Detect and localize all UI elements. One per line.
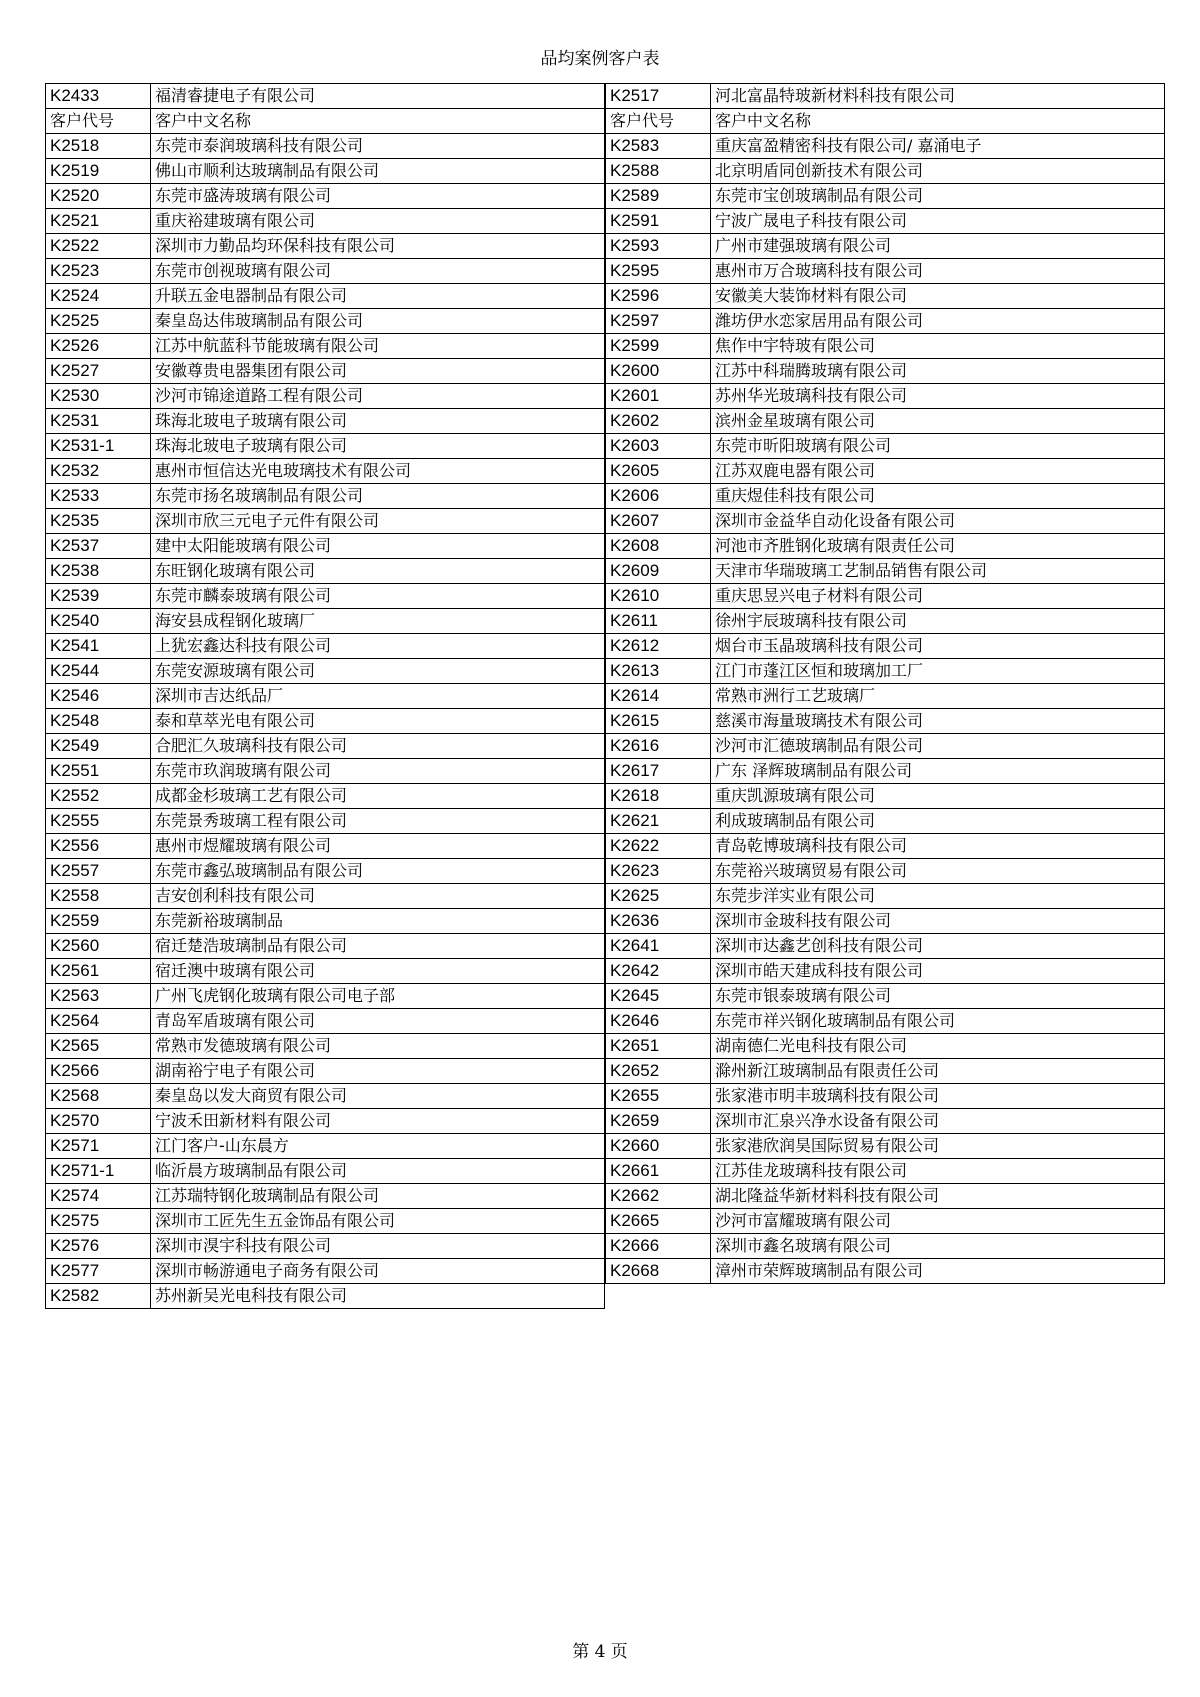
table-row	[606, 259, 1165, 284]
customer-code-cell: K2568	[46, 1084, 151, 1109]
customer-code-cell: K2668	[606, 1259, 711, 1284]
table-row	[606, 1034, 1165, 1059]
table-row	[606, 959, 1165, 984]
customer-code-cell: K2566	[46, 1059, 151, 1084]
customer-name-cell: 东莞市鑫弘玻璃制品有限公司	[151, 859, 605, 884]
customer-name-cell: 广州飞虎钢化玻璃有限公司电子部	[151, 984, 605, 1009]
customer-name-cell: 深圳市达鑫艺创科技有限公司	[711, 934, 1165, 959]
customer-code-cell: K2525	[46, 309, 151, 334]
customer-name-cell: 东莞市玖润玻璃有限公司	[151, 759, 605, 784]
customer-name-cell: 潍坊伊水恋家居用品有限公司	[711, 309, 1165, 334]
customer-name-cell: 湖南裕宁电子有限公司	[151, 1059, 605, 1084]
customer-name-cell: 徐州宇辰玻璃科技有限公司	[711, 609, 1165, 634]
table-row	[46, 1209, 605, 1234]
customer-name-cell: 湖北隆益华新材料科技有限公司	[711, 1184, 1165, 1209]
customer-code-cell: K2540	[46, 609, 151, 634]
customer-name-cell: 惠州市万合玻璃科技有限公司	[711, 259, 1165, 284]
table-row	[606, 984, 1165, 1009]
table-row	[46, 1284, 605, 1309]
table-row	[606, 384, 1165, 409]
customer-code-cell: K2537	[46, 534, 151, 559]
customer-code-cell: K2593	[606, 234, 711, 259]
table-row	[606, 759, 1165, 784]
customer-name-cell: 深圳市鑫名玻璃有限公司	[711, 1234, 1165, 1259]
table-row	[606, 584, 1165, 609]
customer-name-cell: 惠州市恒信达光电玻璃技术有限公司	[151, 459, 605, 484]
customer-code-cell: K2523	[46, 259, 151, 284]
customer-code-cell: K2583	[606, 134, 711, 159]
customer-name-cell: 江苏中科瑞腾玻璃有限公司	[711, 359, 1165, 384]
table-row	[46, 859, 605, 884]
customer-code-cell: K2602	[606, 409, 711, 434]
customer-name-cell: 重庆裕建玻璃有限公司	[151, 209, 605, 234]
customer-name-cell: 宁波禾田新材料有限公司	[151, 1109, 605, 1134]
customer-name-cell: 深圳市金益华自动化设备有限公司	[711, 509, 1165, 534]
customer-name-cell: 合肥汇久玻璃科技有限公司	[151, 734, 605, 759]
customer-name-cell: 宿迁澳中玻璃有限公司	[151, 959, 605, 984]
customer-name-cell: 海安县成程钢化玻璃厂	[151, 609, 605, 634]
customer-code-cell: K2519	[46, 159, 151, 184]
customer-code-cell: K2546	[46, 684, 151, 709]
table-row	[606, 509, 1165, 534]
right-customer-table	[605, 83, 1165, 1284]
customer-name-cell: 广州市建强玻璃有限公司	[711, 234, 1165, 259]
table-row	[46, 184, 605, 209]
customer-code-cell: K2577	[46, 1259, 151, 1284]
customer-name-cell: 深圳市皓天建成科技有限公司	[711, 959, 1165, 984]
customer-name-cell: 滨州金星玻璃有限公司	[711, 409, 1165, 434]
customer-name-cell: 东莞市泰润玻璃科技有限公司	[151, 134, 605, 159]
customer-code-cell: K2618	[606, 784, 711, 809]
table-row	[46, 809, 605, 834]
table-row	[606, 634, 1165, 659]
table-row	[46, 1184, 605, 1209]
customer-name-cell: 江苏瑞特钢化玻璃制品有限公司	[151, 1184, 605, 1209]
table-row	[46, 909, 605, 934]
table-row	[606, 709, 1165, 734]
customer-name-cell: 东莞市创视玻璃有限公司	[151, 259, 605, 284]
customer-code-cell: K2558	[46, 884, 151, 909]
column-header-code: 客户代号	[46, 109, 151, 134]
table-row	[606, 234, 1165, 259]
table-row	[46, 759, 605, 784]
table-row	[46, 1009, 605, 1034]
customer-code-cell: K2532	[46, 459, 151, 484]
customer-code-cell: K2609	[606, 559, 711, 584]
table-row	[46, 734, 605, 759]
customer-name-cell: 深圳市吉达纸品厂	[151, 684, 605, 709]
customer-code-cell: K2517	[606, 84, 711, 109]
customer-name-cell: 江苏双鹿电器有限公司	[711, 459, 1165, 484]
customer-code-cell: K2571	[46, 1134, 151, 1159]
customer-code-cell: K2518	[46, 134, 151, 159]
customer-name-cell: 烟台市玉晶玻璃科技有限公司	[711, 634, 1165, 659]
customer-name-cell: 沙河市汇德玻璃制品有限公司	[711, 734, 1165, 759]
customer-code-cell: K2570	[46, 1109, 151, 1134]
table-header-row	[46, 109, 605, 134]
customer-name-cell: 漳州市荣辉玻璃制品有限公司	[711, 1259, 1165, 1284]
table-row	[46, 1259, 605, 1284]
customer-code-cell: K2521	[46, 209, 151, 234]
customer-name-cell: 秦皇岛以发大商贸有限公司	[151, 1084, 605, 1109]
customer-code-cell: K2621	[606, 809, 711, 834]
table-row	[606, 1209, 1165, 1234]
customer-name-cell: 深圳市畅游通电子商务有限公司	[151, 1259, 605, 1284]
customer-code-cell: K2589	[606, 184, 711, 209]
customer-name-cell: 升联五金电器制品有限公司	[151, 284, 605, 309]
customer-code-cell: K2662	[606, 1184, 711, 1209]
customer-name-cell: 东莞新裕玻璃制品	[151, 909, 605, 934]
customer-code-cell: K2646	[606, 1009, 711, 1034]
customer-name-cell: 上犹宏鑫达科技有限公司	[151, 634, 605, 659]
customer-code-cell: K2603	[606, 434, 711, 459]
customer-name-cell: 重庆凯源玻璃有限公司	[711, 784, 1165, 809]
customer-code-cell: K2607	[606, 509, 711, 534]
table-row	[606, 409, 1165, 434]
customer-name-cell: 北京明盾同创新技术有限公司	[711, 159, 1165, 184]
table-row	[46, 1109, 605, 1134]
customer-code-cell: K2614	[606, 684, 711, 709]
customer-code-cell: K2622	[606, 834, 711, 859]
table-row	[46, 1234, 605, 1259]
table-row	[606, 334, 1165, 359]
customer-name-cell: 珠海北玻电子玻璃有限公司	[151, 434, 605, 459]
customer-code-cell: K2556	[46, 834, 151, 859]
customer-code-cell: K2574	[46, 1184, 151, 1209]
table-row	[606, 1109, 1165, 1134]
table-row	[606, 534, 1165, 559]
customer-name-cell: 成都金杉玻璃工艺有限公司	[151, 784, 605, 809]
customer-code-cell: K2530	[46, 384, 151, 409]
table-row	[46, 1134, 605, 1159]
customer-code-cell: K2623	[606, 859, 711, 884]
customer-name-cell: 重庆思昱兴电子材料有限公司	[711, 584, 1165, 609]
customer-code-cell: K2571-1	[46, 1159, 151, 1184]
customer-name-cell: 河池市齐胜钢化玻璃有限责任公司	[711, 534, 1165, 559]
customer-code-cell: K2522	[46, 234, 151, 259]
customer-name-cell: 福清睿捷电子有限公司	[151, 84, 605, 109]
customer-name-cell: 东旺钢化玻璃有限公司	[151, 559, 605, 584]
left-table-body	[46, 84, 605, 1309]
customer-name-cell: 东莞安源玻璃有限公司	[151, 659, 605, 684]
customer-name-cell: 焦作中宇特玻有限公司	[711, 334, 1165, 359]
table-row	[606, 84, 1165, 109]
right-table-body	[606, 84, 1165, 1284]
customer-code-cell: K2601	[606, 384, 711, 409]
customer-code-cell: K2617	[606, 759, 711, 784]
table-row	[606, 434, 1165, 459]
customer-name-cell: 珠海北玻电子玻璃有限公司	[151, 409, 605, 434]
table-row	[606, 734, 1165, 759]
customer-code-cell: K2613	[606, 659, 711, 684]
customer-name-cell: 重庆富盈精密科技有限公司/ 嘉涌电子	[711, 134, 1165, 159]
left-customer-table	[45, 83, 605, 1309]
table-row	[46, 634, 605, 659]
customer-name-cell: 东莞市麟泰玻璃有限公司	[151, 584, 605, 609]
column-header-name: 客户中文名称	[151, 109, 605, 134]
customer-name-cell: 深圳市工匠先生五金饰品有限公司	[151, 1209, 605, 1234]
customer-code-cell: K2588	[606, 159, 711, 184]
customer-code-cell: K2642	[606, 959, 711, 984]
customer-code-cell: K2555	[46, 809, 151, 834]
customer-code-cell: K2608	[606, 534, 711, 559]
customer-code-cell: K2544	[46, 659, 151, 684]
customer-name-cell: 湖南德仁光电科技有限公司	[711, 1034, 1165, 1059]
table-row	[46, 259, 605, 284]
table-row	[606, 309, 1165, 334]
table-row	[606, 859, 1165, 884]
table-row	[46, 159, 605, 184]
table-row	[46, 209, 605, 234]
customer-code-cell: K2549	[46, 734, 151, 759]
customer-code-cell: K2576	[46, 1234, 151, 1259]
customer-name-cell: 苏州新吴光电科技有限公司	[151, 1284, 605, 1309]
customer-name-cell: 深圳市汇泉兴净水设备有限公司	[711, 1109, 1165, 1134]
customer-name-cell: 沙河市锦途道路工程有限公司	[151, 384, 605, 409]
customer-code-cell: K2533	[46, 484, 151, 509]
customer-name-cell: 秦皇岛达伟玻璃制品有限公司	[151, 309, 605, 334]
table-row	[606, 1184, 1165, 1209]
customer-code-cell: K2597	[606, 309, 711, 334]
customer-name-cell: 沙河市富耀玻璃有限公司	[711, 1209, 1165, 1234]
customer-name-cell: 临沂晨方玻璃制品有限公司	[151, 1159, 605, 1184]
customer-code-cell: K2560	[46, 934, 151, 959]
table-row	[46, 584, 605, 609]
customer-name-cell: 吉安创利科技有限公司	[151, 884, 605, 909]
customer-name-cell: 常熟市发德玻璃有限公司	[151, 1034, 605, 1059]
customer-code-cell: K2625	[606, 884, 711, 909]
table-row	[606, 909, 1165, 934]
customer-code-cell: K2527	[46, 359, 151, 384]
customer-code-cell: K2564	[46, 1009, 151, 1034]
customer-code-cell: K2645	[606, 984, 711, 1009]
customer-code-cell: K2615	[606, 709, 711, 734]
table-row	[46, 1059, 605, 1084]
table-row	[606, 184, 1165, 209]
table-row	[606, 159, 1165, 184]
table-row	[46, 1084, 605, 1109]
table-row	[46, 959, 605, 984]
customer-name-cell: 江苏佳龙玻璃科技有限公司	[711, 1159, 1165, 1184]
customer-name-cell: 宁波广晟电子科技有限公司	[711, 209, 1165, 234]
table-row	[606, 884, 1165, 909]
customer-code-cell: K2659	[606, 1109, 711, 1134]
customer-code-cell: K2552	[46, 784, 151, 809]
table-row	[46, 384, 605, 409]
customer-code-cell: K2526	[46, 334, 151, 359]
table-row	[46, 934, 605, 959]
table-row	[606, 1234, 1165, 1259]
table-row	[46, 984, 605, 1009]
customer-name-cell: 泰和草萃光电有限公司	[151, 709, 605, 734]
table-row	[46, 834, 605, 859]
table-row	[46, 284, 605, 309]
customer-code-cell: K2531	[46, 409, 151, 434]
customer-code-cell: K2655	[606, 1084, 711, 1109]
customer-name-cell: 青岛乾博玻璃科技有限公司	[711, 834, 1165, 859]
customer-code-cell: K2599	[606, 334, 711, 359]
table-row	[46, 434, 605, 459]
table-row	[606, 134, 1165, 159]
table-row	[606, 684, 1165, 709]
table-row	[46, 309, 605, 334]
customer-name-cell: 安徽美大装饰材料有限公司	[711, 284, 1165, 309]
customer-name-cell: 东莞市昕阳玻璃有限公司	[711, 434, 1165, 459]
customer-code-cell: K2565	[46, 1034, 151, 1059]
page-number: 第 4 页	[572, 1642, 628, 1662]
customer-code-cell: K2661	[606, 1159, 711, 1184]
customer-code-cell: K2531-1	[46, 434, 151, 459]
table-row	[606, 809, 1165, 834]
table-row	[46, 884, 605, 909]
customer-code-cell: K2610	[606, 584, 711, 609]
customer-name-cell: 东莞步洋实业有限公司	[711, 884, 1165, 909]
customer-code-cell: K2575	[46, 1209, 151, 1234]
customer-name-cell: 广东 泽辉玻璃制品有限公司	[711, 759, 1165, 784]
customer-code-cell: K2582	[46, 1284, 151, 1309]
customer-code-cell: K2641	[606, 934, 711, 959]
table-row	[46, 359, 605, 384]
customer-code-cell: K2433	[46, 84, 151, 109]
customer-code-cell: K2548	[46, 709, 151, 734]
table-row	[46, 1159, 605, 1184]
table-row	[606, 1059, 1165, 1084]
customer-name-cell: 青岛军盾玻璃有限公司	[151, 1009, 605, 1034]
customer-code-cell: K2524	[46, 284, 151, 309]
customer-code-cell: K2612	[606, 634, 711, 659]
table-row	[46, 459, 605, 484]
table-row	[46, 684, 605, 709]
customer-code-cell: K2561	[46, 959, 151, 984]
customer-code-cell: K2600	[606, 359, 711, 384]
customer-name-cell: 安徽尊贵电器集团有限公司	[151, 359, 605, 384]
table-row	[606, 1134, 1165, 1159]
customer-name-cell: 东莞市扬名玻璃制品有限公司	[151, 484, 605, 509]
customer-code-cell: K2595	[606, 259, 711, 284]
table-row	[606, 1084, 1165, 1109]
customer-code-cell: K2606	[606, 484, 711, 509]
customer-code-cell: K2666	[606, 1234, 711, 1259]
table-row	[46, 659, 605, 684]
table-row	[606, 1159, 1165, 1184]
customer-name-cell: 滁州新江玻璃制品有限责任公司	[711, 1059, 1165, 1084]
customer-name-cell: 东莞景秀玻璃工程有限公司	[151, 809, 605, 834]
table-row	[606, 284, 1165, 309]
table-row	[46, 409, 605, 434]
table-row	[46, 84, 605, 109]
table-row	[606, 459, 1165, 484]
customer-code-cell: K2651	[606, 1034, 711, 1059]
table-row	[46, 559, 605, 584]
customer-name-cell: 东莞市银泰玻璃有限公司	[711, 984, 1165, 1009]
customer-code-cell: K2559	[46, 909, 151, 934]
customer-name-cell: 河北富晶特玻新材料科技有限公司	[711, 84, 1165, 109]
customer-name-cell: 惠州市煜耀玻璃有限公司	[151, 834, 605, 859]
column-header-code: 客户代号	[606, 109, 711, 134]
table-row	[606, 1259, 1165, 1284]
customer-name-cell: 东莞市祥兴钢化玻璃制品有限公司	[711, 1009, 1165, 1034]
table-row	[606, 834, 1165, 859]
table-row	[46, 1034, 605, 1059]
customer-name-cell: 江门市蓬江区恒和玻璃加工厂	[711, 659, 1165, 684]
customer-name-cell: 宿迁楚浩玻璃制品有限公司	[151, 934, 605, 959]
table-row	[46, 709, 605, 734]
customer-name-cell: 东莞裕兴玻璃贸易有限公司	[711, 859, 1165, 884]
customer-name-cell: 慈溪市海量玻璃技术有限公司	[711, 709, 1165, 734]
table-row	[46, 134, 605, 159]
customer-name-cell: 东莞市盛涛玻璃有限公司	[151, 184, 605, 209]
customer-code-cell: K2611	[606, 609, 711, 634]
customer-code-cell: K2665	[606, 1209, 711, 1234]
customer-code-cell: K2535	[46, 509, 151, 534]
customer-name-cell: 常熟市洲行工艺玻璃厂	[711, 684, 1165, 709]
customer-code-cell: K2520	[46, 184, 151, 209]
table-row	[606, 209, 1165, 234]
table-row	[46, 234, 605, 259]
customer-code-cell: K2538	[46, 559, 151, 584]
table-row	[606, 784, 1165, 809]
customer-code-cell: K2591	[606, 209, 711, 234]
table-row	[46, 334, 605, 359]
customer-code-cell: K2605	[606, 459, 711, 484]
customer-code-cell: K2636	[606, 909, 711, 934]
customer-name-cell: 深圳市力勤品均环保科技有限公司	[151, 234, 605, 259]
page-title: 品均案例客户表	[540, 49, 660, 69]
customer-name-cell: 重庆煜佳科技有限公司	[711, 484, 1165, 509]
table-row	[606, 559, 1165, 584]
customer-name-cell: 苏州华光玻璃科技有限公司	[711, 384, 1165, 409]
table-row	[606, 359, 1165, 384]
customer-name-cell: 张家港欣润昊国际贸易有限公司	[711, 1134, 1165, 1159]
customer-code-cell: K2596	[606, 284, 711, 309]
table-row	[46, 534, 605, 559]
table-row	[606, 1009, 1165, 1034]
table-header-row	[606, 109, 1165, 134]
customer-name-cell: 深圳市湨宇科技有限公司	[151, 1234, 605, 1259]
table-row	[46, 609, 605, 634]
customer-name-cell: 深圳市欣三元电子元件有限公司	[151, 509, 605, 534]
table-row	[46, 784, 605, 809]
customer-code-cell: K2563	[46, 984, 151, 1009]
customer-name-cell: 天津市华瑞玻璃工艺制品销售有限公司	[711, 559, 1165, 584]
customer-name-cell: 东莞市宝创玻璃制品有限公司	[711, 184, 1165, 209]
customer-name-cell: 佛山市顺利达玻璃制品有限公司	[151, 159, 605, 184]
customer-name-cell: 张家港市明丰玻璃科技有限公司	[711, 1084, 1165, 1109]
customer-code-cell: K2539	[46, 584, 151, 609]
table-row	[46, 509, 605, 534]
customer-code-cell: K2541	[46, 634, 151, 659]
column-header-name: 客户中文名称	[711, 109, 1165, 134]
customer-code-cell: K2652	[606, 1059, 711, 1084]
customer-code-cell: K2616	[606, 734, 711, 759]
customer-name-cell: 深圳市金玻科技有限公司	[711, 909, 1165, 934]
customer-name-cell: 江门客户-山东晨方	[151, 1134, 605, 1159]
table-row	[606, 609, 1165, 634]
customer-name-cell: 利成玻璃制品有限公司	[711, 809, 1165, 834]
table-row	[606, 659, 1165, 684]
table-row	[46, 484, 605, 509]
customer-code-cell: K2557	[46, 859, 151, 884]
customer-code-cell: K2551	[46, 759, 151, 784]
customer-name-cell: 建中太阳能玻璃有限公司	[151, 534, 605, 559]
customer-name-cell: 江苏中航蓝科节能玻璃有限公司	[151, 334, 605, 359]
table-row	[606, 484, 1165, 509]
table-row	[606, 934, 1165, 959]
customer-code-cell: K2660	[606, 1134, 711, 1159]
